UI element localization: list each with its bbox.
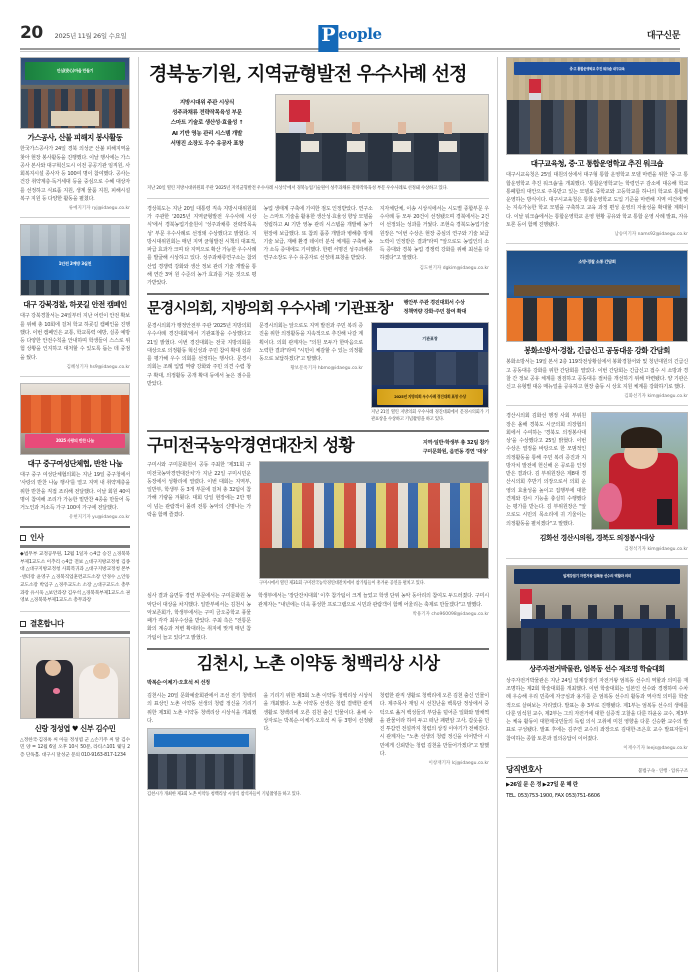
gumi-photo-wrap <box>259 461 489 588</box>
obituary-telephone: TEL. 053)753-1900, FAX 053)751-6606 <box>506 792 600 799</box>
obituary-line-1: ▶26일 문 은 정 ▶27일 문 혜 란 <box>506 782 578 789</box>
lead-story <box>147 63 489 287</box>
right-story-2-body: 봉화소방서는 19일 본서 2층 119작전상황실에서 봉화경찰서와 및 청년대원의 긴급신고 공동대응 강화를 위한 간담회를 열었다. 이번 간담회는 긴급신고 접수 시 소방과 경찰 간 정보 공유 체계를 점검하고 공동대응 절차를 개선하기 위해 마련됐다. 양 기관은 신고 유형별 대응 매뉴얼을 공유하고 현장 출동 시 상호 지원 체계를 강화하기로 했다. <box>506 359 688 390</box>
gumi-sub-1: 구미문화원, 읍면동 경연 '대상' <box>422 448 488 455</box>
notice-wedding-title: 결혼합니다 <box>30 619 64 629</box>
brand-wordmark: eople <box>338 25 382 43</box>
notice-wedding-names: 신랑 정성엽 ♥ 신부 김수민 <box>34 723 116 733</box>
right-story-2-byline: 김화선기자 kim@idaegu.co.kr <box>624 394 688 400</box>
photo-junggu-womens-assoc <box>20 383 130 455</box>
gimcheon-photo-caption: 김천시가 개최한 제3회 노촌 이약동 청백리상 시상식 참석자들이 기념촬영을 하고 있다. <box>147 792 301 798</box>
middle-divider-1 <box>147 293 489 295</box>
gimcheon-byline: 이창재기자 lcj@idaegu.co.kr <box>428 761 489 767</box>
gumi-subheadline-block <box>423 439 489 457</box>
photo-sangju-bicycle-symposium <box>506 565 688 661</box>
notice-personnel-title-row <box>20 532 130 543</box>
mungyeong-byline: 황보문옥기자 hbmo@idaegu.co.kr <box>290 366 363 372</box>
photo-bonghwa-fire-police <box>506 250 688 342</box>
obituary-tags: 불법구속 · 연행 · 압류구조 <box>638 768 688 774</box>
mungyeong-sub-0: 행안부 주관 경진대회서 수상 <box>403 300 465 307</box>
gimcheon-col-3: 청렴한 관직 생활로 청백리에 오른 김천 출신 인물이다. 제주목사 재임 시 선친난을 백록담 정상에서 중턱으로 옮겨 백성들의 부담을 덜어준 일화와 말채찍을 관물이라 하여 두고 떠난 괘편암 고사, 갑옷을 던진 투갑연 전설까지 청렴의 상징 이야기가 전해진다. 시 관계자는 "노촌 선생의 청렴 정신을 이어받아 시민에게 신뢰받는 청렴 김천을 만들어가겠다"고 말했다. <box>379 693 489 757</box>
left-story-3-headline: 대구 중구여성단체협, 반찬 나눔 <box>27 458 123 468</box>
story-mungyeong <box>147 299 489 424</box>
right-story-4-byline: 이재수기자 leejs@daegu.co.kr <box>623 745 688 751</box>
middle-divider-3 <box>147 648 489 650</box>
notice-personnel-title: 인사 <box>30 533 44 543</box>
photo-gas-corp-volunteer <box>20 57 130 129</box>
left-story-1-headline: 가스공사, 산불 피해지 봉사활동 <box>27 133 123 142</box>
right-story-4 <box>506 565 688 751</box>
right-story-3 <box>506 412 688 552</box>
mungyeong-text-left <box>147 322 251 424</box>
paper-name: 대구신문 <box>646 31 680 41</box>
lead-divider <box>147 198 489 199</box>
lead-headline: 경북농기원, 지역균형발전 우수사례 선정 <box>149 63 467 85</box>
right-column <box>506 57 688 972</box>
lead-byline: 김도현기자 dgkim@idaegu.co.kr <box>419 265 489 271</box>
right-story-1 <box>506 57 688 237</box>
photo-gimhwaseon-portrait <box>591 412 688 530</box>
gumi-col-3-wrap <box>258 592 489 642</box>
mungyeong-content-row <box>147 322 489 424</box>
right-story-4-headline: 상주자전거박물관, 엄복동 선수 재조명 학술대회 <box>529 665 665 673</box>
left-story-2-byline: 김혜성기자 hs9@idaegu.co.kr <box>66 364 130 370</box>
left-story-1-body: 한국가스공사가 24일 경북 의성군 산불 피해지역을 찾아 현장 봉사활동을 진행했다. 이날 행사에는 가스공사 본사와 대구혁신도시 이전 공공기관 임직원, 사회복지시설 종사자 등 100여 명이 참여했다. 공사는 건강 취약계층·독거세대 등을 중심으로 수혜 대상자를 선정하고 식료품 지원, 생계 물품 지원, 피해시설 복구 지원 등 다양한 활동을 펼쳤다. <box>20 146 130 202</box>
photo-mungyeong-award: 기관표창 2025년 지방의회 우수사례 경진대회 표창 수상 <box>371 322 489 408</box>
lead-body-columns <box>147 205 489 288</box>
photo-banner-text: 2025년 지방의회 우수사례 경진대회 표창 수상 <box>377 389 484 406</box>
left-divider-1 <box>20 217 130 218</box>
photo-gangbuk-police <box>20 224 130 296</box>
masthead <box>0 0 700 46</box>
notice-personnel-rule <box>20 545 130 548</box>
left-story-2-headline: 대구 강북경찰, 하굣길 안전 캠페인 <box>23 300 127 309</box>
gumi-head-row <box>147 436 489 456</box>
right-story-3-headline: 김화선 경산시의원, 경북도 의정봉사대상 <box>539 534 655 543</box>
middle-divider-2 <box>147 430 489 432</box>
left-divider-4 <box>20 611 130 612</box>
mungyeong-photo-caption: 지난 21일 열린 지방의회 우수사례 경진대회에서 문경시의회가 기관표창을 수상하고 기념촬영을 하고 있다. <box>371 410 489 423</box>
gimcheon-col-2: 을 기리기 위한 제3회 노촌 이약동 청백리상 시상식을 개최했다. 노촌 이약동 선생은 청렴 결백한 관직 생활로 청백리에 오른 김천 출신 인물이다. 올해 수상자로는 박복순·이체기·오호석 씨 등 3명이 선정됐다. <box>263 693 373 733</box>
notice-personnel <box>20 532 130 605</box>
story-gimcheon <box>147 654 489 799</box>
photo-banner-text: 일제강점기 자전거왕 엄복동 선수의 역할과 의미 <box>514 569 680 584</box>
left-divider-3 <box>20 526 130 528</box>
mungyeong-head-row <box>147 299 489 317</box>
lead-sub-4: 서명진 소장도 우수 유공자 표창 <box>170 141 244 148</box>
lead-sub-photo-row <box>147 94 489 182</box>
right-divider-3 <box>506 558 688 559</box>
left-story-1 <box>20 57 130 211</box>
lead-subheadline-block <box>147 94 267 150</box>
left-column <box>20 57 130 972</box>
lead-col-2: 농업 생태계 구축에 기여한 점도 인정받았다. 연구소는 스마트 기술을 활용한 생산성·효율성 향상 모델을 정립하고 AI 기반 영농 관리 시스템을 개발해 농가 현장에 보급했다. 또 참외 품종 개발과 병해충 방제 기술 보급, 재배 환경 데이터 분석 체계를 구축해 농가 소득 증대에도 기여했다. 한편 서명진 성주과채류연구소장도 우수 유공자로 선정돼 표창을 받았다. <box>263 205 373 262</box>
notice-personnel-body: ◆법무부 교정공무원, 12월 1일자 ◇4급 승진 △경북북부제1교도소 이추리 ◇4급 전보 △대구지방교정청 김종대 △대구지방교정청 사회복귀과 △대구지방교정청 본부·센터장 윤영구 △경북직업훈련교도소장 안경수 △안동교도소장 박임구 △경주교도소 소장 △대구교도소 총무과장 유시욱 △보안과장 김우석 △경북북부제1교도소 권영보 △경북북부제1교도소 총무과장 <box>20 551 130 604</box>
notice-wedding-rule <box>20 631 130 634</box>
square-bullet-icon <box>20 621 26 627</box>
left-story-1-byline: 류예지기자 ryj@idaegu.co.kr <box>68 206 130 211</box>
left-story-2-body: 대구 강북경찰서는 24일부터 지난 어린이 안전 확보를 위해 총 10회에 걸쳐 학교 하굣길 캠페인을 진행했다. 이번 캠페인은 교통, 학교폭력 예방, 실종 예방 등 다양한 안전수칙을 안내하며 학생들이 스스로 위험 상황을 인지하고 대처할 수 있도록 돕는 데 중점을 뒀다. <box>20 313 130 361</box>
lead-sub-3: AI 기반 영농 관리 시스템 개발 <box>171 130 243 137</box>
lead-col-1: 경상북도는 지난 20일 대통령 직속 지방시대위원회가 주관한 '2025년 지역균형발전 우수사례 시상식'에서 경북농업기술원이 '성주과채류 전략작목육성' 부문 우수사례로 선정돼 수상했다고 밝혔다. 지방시대위원회는 매년 지역 균형발전 시책의 대표적, 파급 효과가 크며 타 지역으로 확산 가능한 우수사례를 발굴해 시상하고 있다. 성주과채류연구소는 참외 산업 경쟁력 강화와 생산 정보 관리 기술 개발을 통해 연간 3억 원 수준의 농가 효과를 거둔 것으로 평가받았다. <box>147 205 257 287</box>
mungyeong-col-1: 문경시의회가 행정안전부 주관 '2025년 지방의회 우수사례 경진대회'에서 기관표창을 수상했다고 21일 밝혔다. 이번 경진대회는 전국 지방의회를 대상으로 의정활동 혁신성과 주민 참여 확대 성과를 평가해 우수 의회를 선정하는 행사다. 문경시의회는 조례 입법 역량 강화와 주민 의견 수렴 창구 확대, 의정활동 공개 확대 등에서 높은 점수를 받았다. <box>147 323 252 387</box>
photo-lead-award-ceremony <box>275 94 489 182</box>
lead-col-3: 지자체단체, 이송 시상식에서는 시도별 종합부문 우수사례 등 모두 20건이 선정됐으며 경북에서는 2건이 선정되는 성과를 거뒀다. 조현숙 경북도농업기술원장은 "이번 수상은 현장 중심의 연구와 기술 보급 노력이 인정받은 결과"라며 "앞으로도 농업인의 소득 증대와 경북 농업 경쟁력 강화를 위해 최선을 다하겠다"고 말했다. <box>379 205 489 262</box>
square-bullet-icon <box>20 535 26 541</box>
right-story-1-body: 대구시교육청은 25일 대원의성에서 대구형 통합 운영학교 모델 마련을 위한 '중·고 통합운영학교 추진 워크숍'을 개최했다. '통합운영학교'는 학령인구 감소에 대응해 학교 통폐합의 대안으로 주목받고 있는 모델로 중학교와 고등학교를 하나의 학교로 통합해 운영하는 방식이다. 대구시교육청은 통합운영학교 도입 기준을 마련해 지역 여건에 맞는 지속가능한 학교 모델을 구축하고 교육 과정 편성 운영의 자율성을 확대할 계획이다. 이날 워크숍에서는 통합운영학교 운영 현황 공유와 학교 통합 운영 사례 발표, 자유토론 등이 함께 진행됐다. <box>506 172 688 228</box>
gumi-headline: 구미전국농악경연대잔치 성황 <box>147 436 354 457</box>
gimcheon-col-3-wrap <box>380 692 489 790</box>
gimcheon-content-row <box>147 692 489 790</box>
mungyeong-headline: 문경시의회, 지방의회 우수사례 '기관표창' <box>147 299 394 317</box>
photo-banner-text: 소방·경찰 소통 간담회 <box>578 258 616 264</box>
obituary-head-row <box>506 764 688 775</box>
mungyeong-sub-1: 정책역량 강화·주민 참여 확대 <box>403 309 467 316</box>
publication-date: 2025년 11월 26일 수요일 <box>54 32 127 40</box>
lead-photo-caption: 지난 20일 열린 지방시대위원회 주관 '2025년 지역균형발전 우수사례 시상식'에서 경북농업기술원이 성주과채류 전략작목육성 부문 우수사례로 선정돼 수상하고 있다. <box>147 185 448 191</box>
photo-gumi-nongak-festival <box>259 461 489 579</box>
gimcheon-subheadline: 박복순·이체기·오호석 씨 선정 <box>147 680 210 687</box>
people-logo <box>318 25 381 52</box>
obituary-title: 당직변호사 <box>506 764 542 774</box>
photo-banner-text: 안심(安心)마을 만들기 <box>25 62 124 80</box>
right-story-3-row <box>506 412 688 530</box>
page-grid <box>0 52 700 980</box>
right-story-1-headline: 대구교육청, 중·고 통합운영학교 추진 워크숍 <box>530 159 664 168</box>
notice-wedding-body: △정한국·김경옥 씨 아들 정성엽 군 △손기주 씨 딸 김수민 양 = 12월 6일 오후 10시 50분, 라티스101 웨딩 2층 단독홀. 대구시 달성군 문의 010-9163-817-1234 <box>20 737 130 759</box>
notice-wedding-title-row <box>20 618 130 629</box>
obituary-duty-lawyer <box>506 764 688 799</box>
photo-gimcheon-award <box>147 728 256 790</box>
mungyeong-text-mid <box>259 322 363 424</box>
right-story-3-byline: 김정석기자 kim@idaegu.co.kr <box>624 547 688 552</box>
right-divider-2 <box>506 405 688 406</box>
lead-sub-0: 지방시대위 주관 시상식 <box>179 99 235 106</box>
left-story-3-byline: 유현지기자 yu@idaegu.co.kr <box>69 515 130 521</box>
gumi-col-3: 학생부에서는 '장단잔치대회' 이후 참가팀이 크게 늘었고 학생 단위 농악 동아리의 참여도 두드러졌다. 구미시 관계자는 "내년에는 더욱 풍성한 프로그램으로 시민과 관람객이 함께 어울리는 축제로 만들겠다"고 말했다. <box>258 593 489 608</box>
photo-banner-text: 2025 사랑의 반찬 나눔 <box>25 434 124 448</box>
photo-banner-text: 1안전 2예방 3실천 <box>58 261 92 267</box>
right-divider-1 <box>506 243 688 244</box>
lead-sub-2: 스마트 기술로 생산성·효율성 ↑ <box>170 120 244 127</box>
gimcheon-head-row <box>147 654 489 674</box>
left-story-3 <box>20 383 130 521</box>
photo-banner-text: 중·고 통합운영학교 추진 워크숍 대구교육 <box>514 62 680 75</box>
left-story-2 <box>20 224 130 370</box>
middle-column <box>138 57 498 972</box>
mungyeong-photo-wrap <box>371 322 489 424</box>
gumi-col-1: 구미시와 구미문화원이 공동 주최한 '제31회 구미전국농악경연대잔치'가 지난 22일 구미시민운동장에서 성황리에 열렸다. 이번 대회는 지역부, 일반부, 학생부 등 3개 부문에 걸쳐 총 32팀이 참가해 기량을 겨뤘다. 대회 당일 현장에는 2만 명이 넘는 관람객이 몰려 전통 농악의 신명나는 가락을 함께 즐겼다. <box>147 462 251 518</box>
gimcheon-left-wrap <box>147 692 256 790</box>
left-divider-2 <box>20 376 130 377</box>
right-story-1-byline: 남승미기자 nams92@idaegu.co.kr <box>614 232 688 237</box>
right-story-2 <box>506 250 688 399</box>
story-gumi <box>147 436 489 642</box>
mungyeong-subheadline-block <box>404 299 467 317</box>
obituary-rule <box>506 777 688 779</box>
left-story-3-body: 대구 중구 여성단체협의회는 지난 19일 중구청에서 '사랑의 반찬 나눔 행사'를 열고 지역 내 취약계층을 위한 반찬을 직접 조리해 전달했다. 이날 회원 40여 명이 참여해 조리가 가능한 밑반찬 4종을 만들어 독거노인과 저소득 가구 100여 가구에 전달했다. <box>20 472 130 511</box>
right-story-3-body: 경산시의회 김화선 행정 사회 부위원장은 올해 경북도 시군의회 의장협의회에서 수여하는 '경북도 의정봉사대상'을 수상했다고 25일 밝혔다. 이번 수상은 열정을 바탕으로 한 모범적인 의정활동을 통해 주민 복리 증진과 지방자치 발전에 헌신해 온 공로를 인정받은 결과다. 김 부위원장은 제8대 경산시의회 후반기 의장으로서 의회 운영의 효율성을 높이고 집행부에 대한 견제와 감시 기능을 충실히 수행했다는 평가를 받는다. 김 부위원장은 "앞으로도 시민의 목소리에 귀 기울이는 의정활동을 펼치겠다"고 말했다. <box>506 413 586 527</box>
photo-wedding-couple <box>20 637 130 719</box>
gumi-col-2: 심사 결과 읍면동 경연 부문에서는 구미문화원 농악단이 대상을 차지했다. 일반부에서는 김천시 농악보존회가, 학생부에서는 구미 금오중학교 풍물패가 각각 최우수상을 받았다. 주최 측은 "전통문화의 계승과 저변 확대라는 취지에 맞게 매년 참가팀이 늘고 있다"고 밝혔다. <box>147 593 251 641</box>
page-number: 20 <box>20 23 43 43</box>
right-story-2-headline: 봉화소방서·경찰, 긴급신고 공동대응 강화 간담회 <box>524 346 670 355</box>
gimcheon-headline: 김천시, 노촌 이약동 청백리상 시상 <box>196 653 440 674</box>
lead-col-3-wrap <box>380 205 489 288</box>
notice-wedding <box>20 618 130 760</box>
brand-square-icon: P <box>318 25 338 52</box>
photo-daegu-education-workshop <box>506 57 688 155</box>
gumi-text-left <box>147 461 251 588</box>
gumi-sub-0: 지역·일반·학생부 총 32팀 참가 <box>422 439 489 446</box>
gumi-photo-caption: 구미시에서 열린 제31회 구미전국농악경연대잔치에서 참가팀들이 흥겨운 공연을 펼치고 있다. <box>259 581 425 587</box>
mungyeong-col-2: 문경시의회는 앞으로도 지역 발전과 주민 복리 증진을 위한 의정활동을 지속적으로 추진해 나갈 계획이다. 의회 관계자는 "의원 모두가 한마음으로 노력한 결과"라며 "시민이 체감할 수 있는 의정활동으로 보답하겠다"고 말했다. <box>259 323 363 363</box>
gumi-byline: 박용기자 cho960098@idaegu.co.kr <box>412 611 489 617</box>
right-story-4-body: 상주자전거박물관은 지난 24일 일제강점기 자전거왕 엄복동 선수의 역할과 의미를 재조명하는 제2회 학술대회를 개최했다. 이번 학술대회는 일본인 선수와 경쟁하며 수차례 우승해 우리 민족에 자긍심과 용기를 준 엄복동 선수의 활동과 역사적 의미를 학술적으로 살펴보는 자리였다. 발표는 총 3부로 진행됐다. 제1부는 엄복동 선수의 생애를 다룬 임석원 교수, 제2부는 그의 자전거에 대한 실증적 고찰을 다룬 하윤웅 교수, 제3부는 체육 활동이 대한제국민들의 독립 의식 고취에 미친 영향을 다룬 신승환 교수의 발표로 구성됐다. 발표 후에는 김주연 교수의 좌장으로 김대한·조은호 교수 발표자들이 참여하는 종합 토론과 질의응답이 이어졌다. <box>506 677 688 742</box>
gumi-lower-columns <box>147 592 489 642</box>
gimcheon-col-1: 김천시는 20일 문화예술회관에서 조선 전기 청백리의 표상인 노촌 이약동 선생의 청렴 정신을 기리기 위한 제3회 노촌 이약동 청백리상 시상식을 개최했다. <box>147 693 257 724</box>
right-divider-4 <box>506 757 688 758</box>
lead-sub-1: 성주과채류 전략작목육성 부문 <box>172 110 242 117</box>
gumi-content-row <box>147 461 489 588</box>
